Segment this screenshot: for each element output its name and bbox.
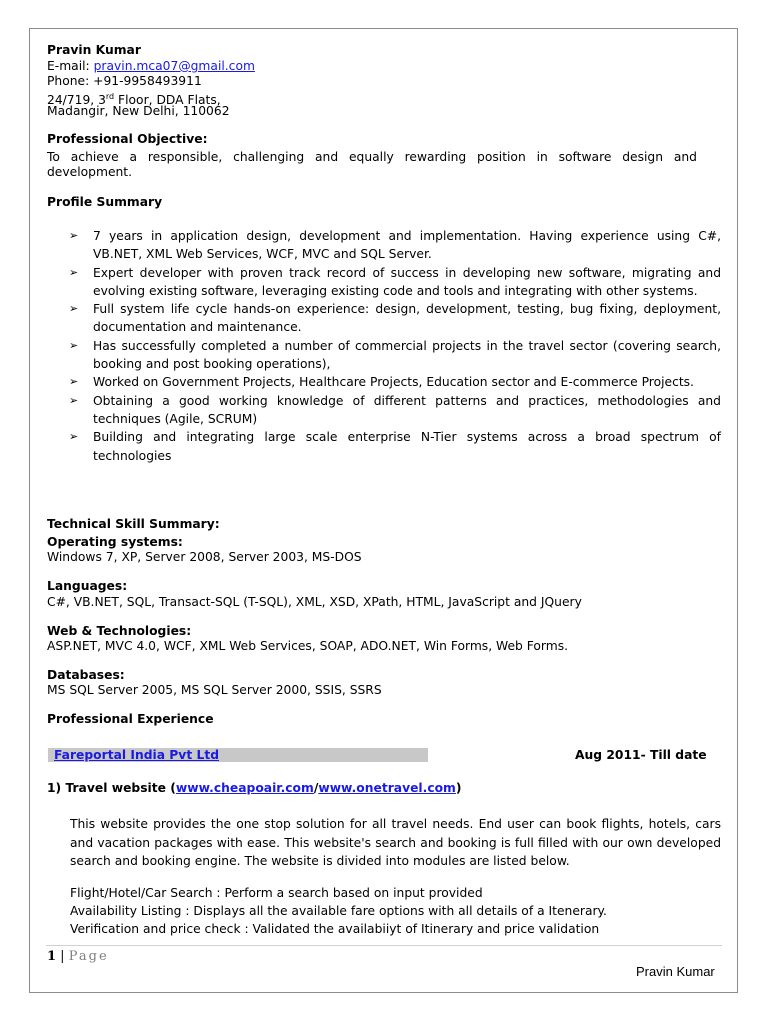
- arrow-bullet-icon: ➢: [69, 430, 79, 444]
- languages-label: Languages:: [47, 579, 128, 593]
- cheapoair-link[interactable]: www.cheapoair.com: [175, 781, 314, 795]
- skills-heading: Technical Skill Summary:: [47, 517, 220, 531]
- module-line: Flight/Hotel/Car Search : Perform a search based on input provided: [70, 886, 483, 900]
- profile-heading: Profile Summary: [47, 195, 163, 209]
- list-item: ➢ Expert developer with proven track record of success in developing new software, migrating and evolving existing software, leveraging existing code and tools and integrating with other systems.: [69, 265, 721, 298]
- objective-text: To achieve a responsible, challenging and equally rewarding position in software design and development.: [47, 150, 697, 179]
- web-label: Web & Technologies:: [47, 624, 192, 638]
- list-item: ➢ Has successfully completed a number of commercial projects in the travel sector (covering search, booking and post booking operations),: [69, 338, 721, 372]
- project-title: 1) Travel website (www.cheapoair.com/www.onetravel.com): [47, 781, 462, 795]
- arrow-bullet-icon: ➢: [69, 338, 79, 352]
- footer-divider: [46, 945, 722, 946]
- experience-heading: Professional Experience: [47, 712, 214, 726]
- project-description: This website provides the one stop solution for all travel needs. End user can book flights, hotels, cars and vacation packages with ease. This website's search and booking is full filled with our own developed search and booking engine. The website is divided into modules are listed below.: [70, 817, 721, 868]
- arrow-bullet-icon: ➢: [69, 265, 79, 279]
- company-link[interactable]: Fareportal India Pvt Ltd: [54, 748, 219, 762]
- phone-line: Phone: +91-9958493911: [47, 74, 202, 88]
- address-line-2: Madangir, New Delhi, 110062: [47, 104, 230, 118]
- list-item: ➢ 7 years in application design, development and implementation. Having experience using C#, VB.NET, XML Web Services, WCF, MVC and SQL Server.: [69, 229, 721, 262]
- footer-name: Pravin Kumar: [636, 964, 715, 979]
- module-line: Availability Listing : Displays all the available fare options with all details of a Itenerary.: [70, 904, 607, 918]
- databases-value: MS SQL Server 2005, MS SQL Server 2000, SSIS, SSRS: [47, 683, 382, 697]
- email-label: E-mail:: [47, 59, 94, 73]
- address-line-1: 24/719, 3rd Floor, DDA Flats,: [47, 92, 221, 108]
- languages-value: C#, VB.NET, SQL, Transact-SQL (T-SQL), XML, XSD, XPath, HTML, JavaScript and JQuery: [47, 595, 582, 609]
- list-item: ➢ Worked on Government Projects, Healthcare Projects, Education sector and E-commerce Projects.: [69, 373, 721, 391]
- arrow-bullet-icon: ➢: [69, 302, 79, 316]
- arrow-bullet-icon: ➢: [69, 393, 79, 407]
- objective-heading: Professional Objective:: [47, 132, 208, 146]
- module-line: Verification and price check : Validated the availabiiyt of Itinerary and price validation: [70, 922, 600, 936]
- arrow-bullet-icon: ➢: [69, 229, 79, 242]
- os-value: Windows 7, XP, Server 2008, Server 2003, MS-DOS: [47, 550, 362, 564]
- os-label: Operating systems:: [47, 535, 183, 549]
- list-item: ➢ Building and integrating large scale enterprise N-Tier systems across a broad spectrum of technologies: [69, 430, 721, 463]
- email-link[interactable]: pravin.mca07@gmail.com: [93, 59, 255, 73]
- candidate-name: Pravin Kumar: [47, 43, 141, 57]
- list-item: ➢ Full system life cycle hands-on experience: design, development, testing, bug fixing, deployment, documentation and maintenance.: [69, 302, 721, 335]
- profile-summary-list: [69, 227, 721, 465]
- web-value: ASP.NET, MVC 4.0, WCF, XML Web Services, SOAP, ADO.NET, Win Forms, Web Forms.: [47, 639, 569, 653]
- page-number: 1 | Page: [47, 949, 109, 964]
- onetravel-link[interactable]: www.onetravel.com: [318, 781, 456, 795]
- arrow-bullet-icon: ➢: [69, 375, 79, 389]
- databases-label: Databases:: [47, 668, 125, 682]
- employment-dates: Aug 2011- Till date: [575, 748, 707, 762]
- list-item: ➢ Obtaining a good working knowledge of different patterns and practices, methodologies and techniques (Agile, SCRUM): [69, 393, 721, 426]
- email-line: [47, 59, 255, 74]
